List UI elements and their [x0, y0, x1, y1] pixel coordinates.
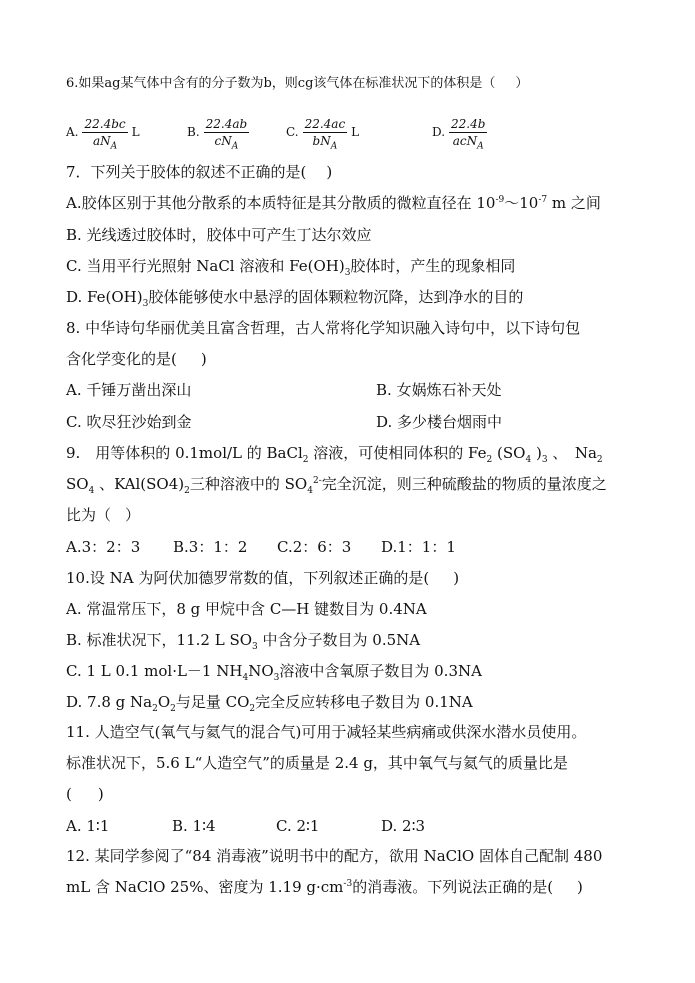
q7-stem-close: ) [326, 163, 333, 181]
q7-c-prefix: C. 当用平行光照射 NaCl 溶液和 Fe(OH) [66, 257, 345, 275]
q6-stem-text: 6.如果ag某气体中含有的分子数为b，则cg该气体在标准状况下的体积是（ [66, 76, 496, 91]
q9-l1-sub4: 3 [541, 455, 548, 465]
q12-stem-line2 [66, 877, 666, 897]
q10-c-sub2: 3 [273, 673, 280, 683]
q10-c-prefix: C. 1 L 0.1 mol·L－1 NH [66, 662, 243, 680]
q6-option-c-fraction [303, 116, 348, 149]
q8-option-a: A. 千锤万凿出深山 [66, 381, 192, 399]
q9-stem-line2 [66, 474, 666, 494]
q10-c-mid: NO [248, 662, 274, 680]
q6-option-b [187, 110, 253, 154]
q6-option-c-den-sub: A [330, 140, 338, 151]
q8-stem2-text: 含化学变化的是( [66, 350, 177, 368]
q9-stem-line1 [66, 443, 666, 463]
q9-stem-line3 [66, 505, 666, 525]
q7-d-sub: 3 [142, 299, 149, 309]
q9-l1-b: 溶液，可使相同体积的 Fe [308, 444, 487, 462]
q9-l2-a: SO [66, 475, 89, 493]
q6-option-a-label: A. [66, 125, 79, 139]
q10-option-b [66, 630, 666, 650]
q9-l2-b: 、KAl(SO4) [94, 475, 185, 493]
q11-stem-line3 [66, 784, 666, 804]
q6-option-d-fraction [449, 116, 487, 149]
q6-option-c [286, 110, 359, 154]
q7-a-mid: ～10 [504, 194, 539, 212]
q12-stem2-close: ) [577, 878, 583, 896]
q6-option-c-den-text: bN [312, 133, 331, 148]
q10-d-sub3: 2 [249, 704, 256, 714]
q6-option-a-den-text: aN [92, 133, 111, 148]
q6-stem-close: ） [515, 76, 529, 91]
q9-l1-sub3: 4 [525, 455, 532, 465]
q7-stem-text: 7．下列关于胶体的叙述不正确的是( [66, 163, 307, 181]
q6-option-d-label: D. [432, 125, 446, 139]
q9-option-a: A.3：2：3 [66, 538, 141, 556]
q10-option-d [66, 692, 666, 712]
q7-option-a [66, 193, 666, 213]
q7-option-c [66, 256, 666, 276]
q9-l1-sub2: 2 [486, 455, 493, 465]
q10-stem-close: ) [453, 569, 460, 587]
q6-option-b-numerator: 22.4ab [205, 116, 248, 131]
q6-option-d [432, 110, 491, 154]
q6-option-b-label: B. [187, 125, 200, 139]
q6-option-c-unit: L [351, 125, 360, 139]
q10-b-sub: 3 [252, 642, 258, 652]
q9-l2-sup: 2- [312, 476, 322, 486]
q7-d-prefix: D. Fe(OH) [66, 288, 143, 306]
q7-d-suffix: 胶体能够使水中悬浮的固体颗粒物沉降，达到净水的目的 [148, 288, 524, 306]
q11-stem3-open: ( [66, 785, 72, 803]
q12-stem2-suffix: 的消毒液。下列说法正确的是( [352, 878, 554, 896]
q7-option-b: B. 光线透过胶体时，胶体中可产生丁达尔效应 [66, 226, 372, 244]
q8-option-d: D. 多少楼台烟雨中 [376, 413, 503, 431]
q6-option-b-fraction [204, 116, 250, 149]
q10-option-a: A. 常温常压下，8 g 甲烷中含 C—H 键数目为 0.4NA [66, 600, 427, 618]
q6-option-a-numerator: 22.4bc [84, 116, 126, 131]
q7-a-exp1: -9 [495, 195, 505, 205]
q6-option-a-fraction [82, 116, 127, 149]
q11-stem-line1: 11. 人造空气(氧气与氦气的混合气)可用于减轻某些病痛或供深水潜水员使用。 [66, 723, 587, 741]
q11-option-d: D. 2∶3 [381, 817, 426, 835]
q9-l2-sub1: 4 [88, 486, 95, 496]
q6-option-a-unit: L [131, 125, 140, 139]
q9-option-b: B.3：1：2 [173, 538, 248, 556]
q10-option-c [66, 661, 666, 681]
q9-l1-sub1: 2 [302, 455, 309, 465]
q7-a-prefix: A.胶体区别于其他分散系的本质特征是其分散质的微粒直径在 10 [66, 194, 496, 212]
q7-stem [66, 162, 666, 182]
q12-stem-line1: 12. 某同学参阅了“84 消毒液”说明书中的配方，欲用 NaClO 固体自己配制 480 [66, 847, 603, 865]
q8-option-c: C. 吹尽狂沙始到金 [66, 413, 192, 431]
q9-l1-e: 、 Na [547, 444, 597, 462]
q9-option-d: D.1：1：1 [381, 538, 456, 556]
q10-stem-text: 10.设 NA 为阿伏加德罗常数的值，下列叙述正确的是( [66, 569, 430, 587]
q10-d-sub2: 2 [170, 704, 176, 714]
q11-option-a: A. 1∶1 [66, 817, 110, 835]
q11-option-c: C. 2∶1 [276, 817, 320, 835]
q10-d-prefix: D. 7.8 g Na [66, 693, 153, 711]
q6-option-b-den-text: cN [214, 133, 232, 148]
q9-l2-d: 完全沉淀，则三种硫酸盐的物质的量浓度之 [321, 475, 607, 493]
q9-l1-sub5: 2 [596, 455, 603, 465]
q10-d-sub1: 2 [152, 704, 158, 714]
q6-option-a-den-sub: A [110, 140, 118, 151]
q6-option-d-den-sub: A [477, 140, 484, 151]
q8-stem-line2 [66, 349, 666, 369]
q10-d-suffix: 完全反应转移电子数目为 0.1NA [255, 693, 473, 711]
q6-option-d-denominator [451, 133, 486, 149]
q6-option-a [66, 110, 140, 154]
q10-b-suffix: 中含分子数目为 0.5NA [257, 631, 421, 649]
q9-l1-c: (SO [492, 444, 526, 462]
q9-l3-close: ） [125, 506, 141, 524]
q10-b-prefix: B. 标准状况下，11.2 L SO [66, 631, 253, 649]
q10-c-sub1: 4 [242, 673, 249, 683]
q6-option-b-denominator [213, 133, 241, 149]
q11-stem3-close: ) [97, 785, 104, 803]
q9-option-c: C.2：6：3 [277, 538, 352, 556]
q9-l1-a: 9. 用等体积的 0.1mol/L 的 BaCl [66, 444, 303, 462]
q10-c-suffix: 溶液中含氧原子数目为 0.3NA [279, 662, 482, 680]
q6-option-d-den-text: acN [452, 133, 478, 148]
q9-l3-text: 比为（ [66, 506, 112, 524]
q8-option-b: B. 女娲炼石补天处 [376, 381, 502, 399]
q6-stem [66, 74, 666, 94]
q6-option-a-denominator [91, 133, 119, 149]
q11-option-b: B. 1∶4 [172, 817, 216, 835]
q8-stem2-close: ) [200, 350, 207, 368]
q9-l2-sub3: 4 [307, 486, 313, 496]
q7-option-d [66, 287, 666, 307]
q6-option-c-numerator: 22.4ac [304, 116, 346, 131]
q9-l1-d: ) [531, 444, 542, 462]
q6-option-b-den-sub: A [231, 140, 239, 151]
q9-l2-c: 三种溶液中的 SO [189, 475, 308, 493]
q12-stem2-sup: -3 [343, 879, 353, 889]
q9-l2-sub2: 2 [184, 486, 190, 496]
q6-option-d-numerator: 22.4b [451, 116, 486, 131]
q12-stem2-prefix: mL 含 NaClO 25%、密度为 1.19 g·cm [66, 878, 344, 896]
q10-d-mid1: O [157, 693, 171, 711]
q6-option-c-denominator [311, 133, 340, 149]
q10-d-mid2: 与足量 CO [175, 693, 250, 711]
q7-a-suffix: m 之间 [547, 194, 601, 212]
q6-option-c-label: C. [286, 125, 299, 139]
q11-stem-line2: 标准状况下，5.6 L“人造空气”的质量是 2.4 g，其中氧气与氦气的质量比是 [66, 754, 568, 772]
q7-a-exp2: -7 [538, 195, 548, 205]
q7-c-suffix: 胶体时，产生的现象相同 [350, 257, 516, 275]
q10-stem [66, 568, 666, 588]
q8-stem-line1: 8. 中华诗句华丽优美且富含哲理，古人常将化学知识融入诗句中，以下诗句包 [66, 319, 581, 337]
q7-c-sub: 3 [344, 268, 351, 278]
